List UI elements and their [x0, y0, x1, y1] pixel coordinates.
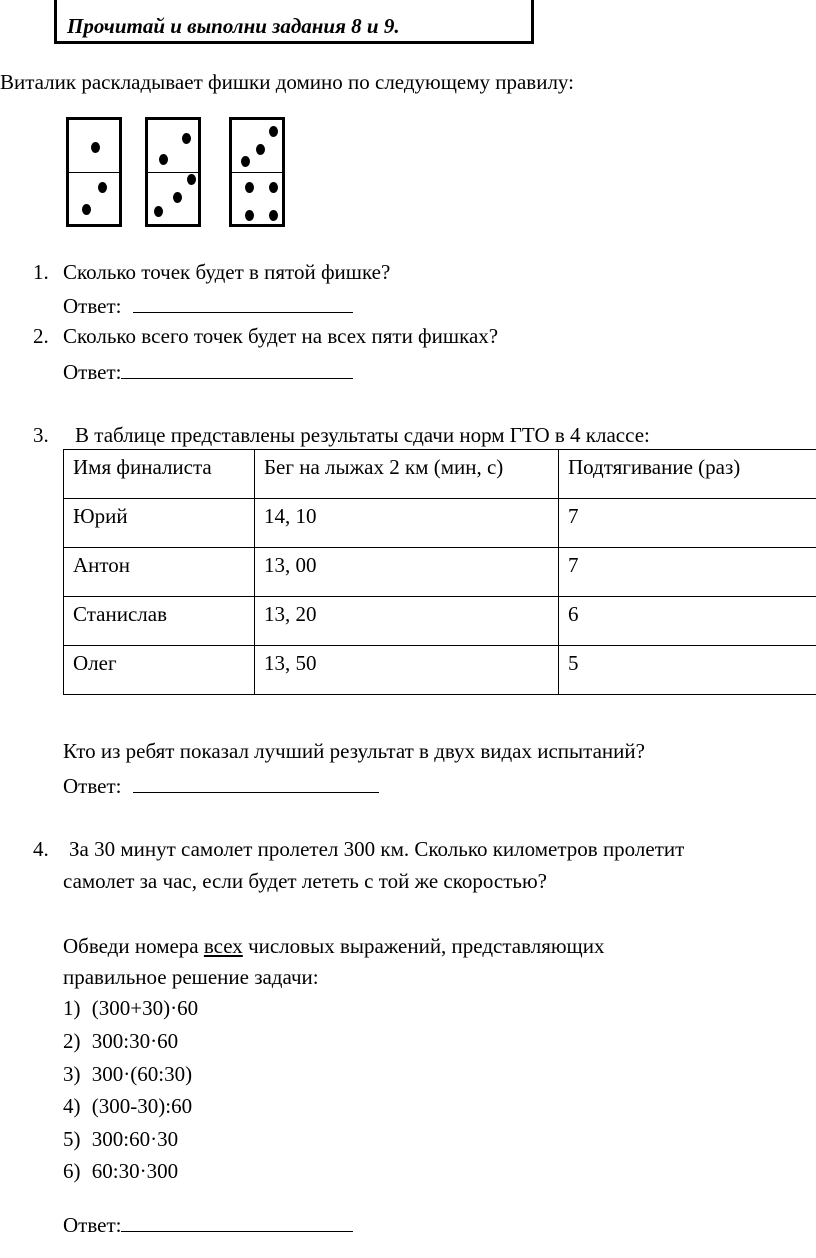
- q3-answer-line[interactable]: [133, 774, 379, 793]
- q1-number: 1.: [33, 260, 49, 284]
- table-cell: 7: [559, 548, 816, 597]
- table-row: [64, 646, 816, 695]
- table-row: [64, 597, 816, 646]
- q4-answer-line[interactable]: [121, 1213, 353, 1232]
- q4-option[interactable]: [63, 1031, 178, 1052]
- header-box: [54, 0, 534, 44]
- table-cell: Юрий: [64, 499, 255, 548]
- domino-tile-1: [66, 117, 122, 227]
- table-cell: Антон: [64, 548, 255, 597]
- table-cell: 13, 20: [255, 597, 559, 646]
- q4-option[interactable]: [63, 1096, 192, 1117]
- table-cell: 13, 50: [255, 646, 559, 695]
- table-cell: 6: [559, 597, 816, 646]
- q3-text: В таблице представлены результаты сдачи норм ГТО в 4 классе:: [75, 423, 650, 447]
- option-expression: (300-30):60: [91, 1094, 193, 1118]
- table-header-cell: Имя финалиста: [64, 450, 255, 499]
- table-row: [64, 499, 816, 548]
- option-expression: 60:30·300: [91, 1159, 179, 1183]
- option-expression: 300:60·30: [91, 1127, 179, 1151]
- domino-tile-3: [229, 117, 285, 227]
- q4-instruction-line2: правильное решение задачи:: [63, 965, 319, 989]
- q4-line1: За 30 минут самолет пролетел 300 км. Сколько километров пролетит: [69, 837, 685, 861]
- q3-question: Кто из ребят показал лучший результат в двух видах испытаний?: [63, 739, 645, 763]
- option-number[interactable]: 1): [63, 996, 81, 1020]
- q4-instr-post: числовых выражений, представляющих: [242, 934, 605, 958]
- q4-instr-emph: всех: [203, 934, 243, 958]
- q4-answer-label: Ответ:: [63, 1213, 122, 1237]
- q2-answer: [63, 360, 353, 383]
- q4-option[interactable]: [63, 1129, 178, 1150]
- q1-text: Сколько точек будет в пятой фишке?: [63, 260, 391, 284]
- table-cell: 13, 00: [255, 548, 559, 597]
- intro-text: Виталик раскладывает фишки домино по следующему правилу:: [0, 70, 574, 94]
- q4-instr-pre: Обведи номера: [63, 934, 199, 958]
- option-expression: 300·(60:30): [91, 1062, 193, 1086]
- q3-number: 3.: [33, 423, 49, 447]
- q3-answer-label: Ответ:: [63, 774, 122, 798]
- q1-answer: [63, 294, 353, 317]
- q4-option[interactable]: [63, 998, 198, 1019]
- q4-option[interactable]: [63, 1161, 178, 1182]
- option-expression: (300+30)·60: [91, 996, 199, 1020]
- q2-answer-label: Ответ:: [63, 360, 122, 384]
- header-title: Прочитай и выполни задания 8 и 9.: [67, 14, 400, 38]
- q1-answer-label: Ответ:: [63, 294, 122, 318]
- table-cell: 5: [559, 646, 816, 695]
- q2-answer-line[interactable]: [121, 360, 353, 379]
- table-cell: Станислав: [64, 597, 255, 646]
- table-row: [64, 548, 816, 597]
- q4-answer: [63, 1213, 353, 1236]
- table-cell: 7: [559, 499, 816, 548]
- table-cell: Олег: [64, 646, 255, 695]
- domino-tile-2: [145, 117, 201, 227]
- q2-text: Сколько всего точек будет на всех пяти фишках?: [63, 324, 499, 348]
- option-number[interactable]: 4): [63, 1094, 81, 1118]
- table-header-cell: Подтягивание (раз): [559, 450, 816, 499]
- q1-answer-line[interactable]: [133, 294, 353, 313]
- q4-option[interactable]: [63, 1064, 192, 1085]
- q2-number: 2.: [33, 324, 49, 348]
- q4-line2: самолет за час, если будет лететь с той же скоростью?: [63, 869, 547, 893]
- option-number[interactable]: 3): [63, 1062, 81, 1086]
- q4-instruction: [63, 936, 604, 957]
- table-cell: 14, 10: [255, 499, 559, 548]
- option-expression: 300:30·60: [91, 1029, 179, 1053]
- table-header-cell: Бег на лыжах 2 км (мин, с): [255, 450, 559, 499]
- q3-answer: [63, 774, 379, 797]
- option-number[interactable]: 2): [63, 1029, 81, 1053]
- gto-results-table: [63, 449, 816, 695]
- option-number[interactable]: 6): [63, 1159, 81, 1183]
- option-number[interactable]: 5): [63, 1127, 81, 1151]
- table-header-row: [64, 450, 816, 499]
- q4-number: 4.: [33, 837, 49, 861]
